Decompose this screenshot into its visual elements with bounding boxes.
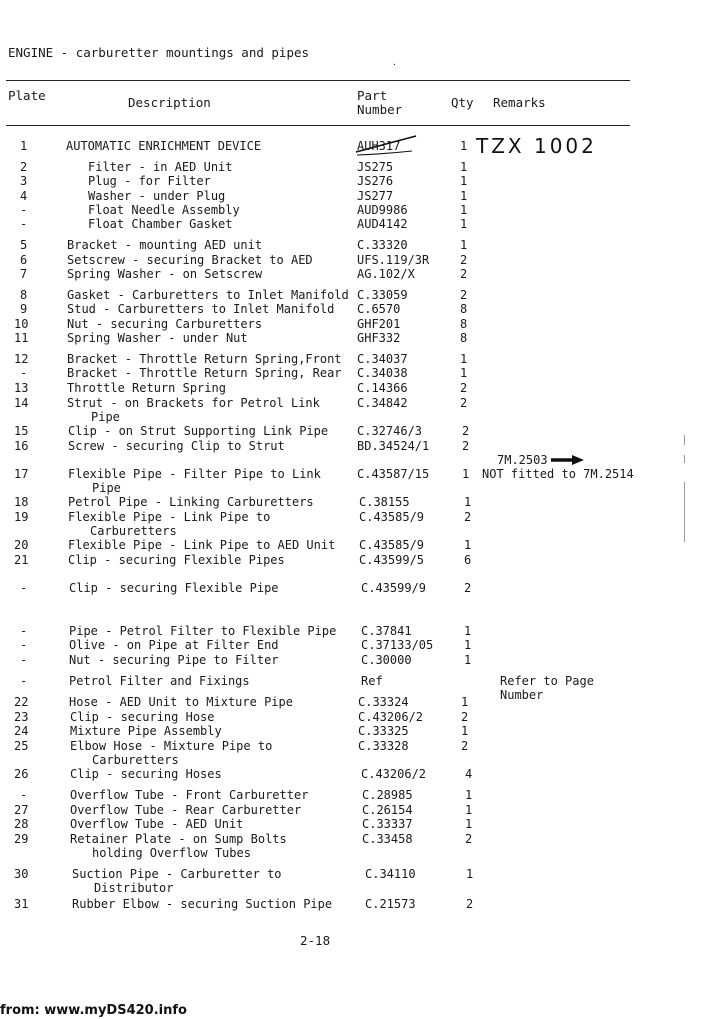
part-description: Flexible Pipe - Link Pipe to AED Unit <box>68 538 336 552</box>
part-number: C.43599/9 <box>361 581 427 595</box>
plate-number: - <box>20 581 28 595</box>
part-description: Filter - in AED Unit <box>88 160 233 174</box>
plate-number: 15 <box>14 424 29 438</box>
quantity: 1 <box>464 624 472 638</box>
plate-number: - <box>20 638 28 652</box>
plate-number: - <box>20 674 28 688</box>
quantity: 2 <box>465 832 473 846</box>
plate-number: - <box>20 366 28 380</box>
header-top-rule <box>6 80 630 81</box>
plate-number: 6 <box>20 253 28 267</box>
plate-number: 16 <box>14 439 29 453</box>
part-description-continued: Distributor <box>94 881 174 895</box>
remark: NOT fitted to 7M.2514 <box>482 467 634 481</box>
part-number: C.33059 <box>357 288 408 302</box>
quantity: 2 <box>464 510 472 524</box>
plate-number: 5 <box>20 238 28 252</box>
plate-number: 22 <box>14 695 29 709</box>
plate-number: 23 <box>14 710 29 724</box>
header-bottom-rule <box>6 125 630 126</box>
part-description: Screw - securing Clip to Strut <box>68 439 285 453</box>
plate-number: 21 <box>14 553 29 567</box>
part-number: C.21573 <box>365 897 416 911</box>
part-description: Petrol Filter and Fixings <box>69 674 250 688</box>
part-number: C.37841 <box>361 624 412 638</box>
quantity: 2 <box>460 253 468 267</box>
quantity: 2 <box>462 424 470 438</box>
plate-number: 13 <box>14 381 29 395</box>
part-number: C.33324 <box>358 695 409 709</box>
page-number: 2-18 <box>300 933 331 948</box>
part-description-continued: Pipe <box>91 410 120 424</box>
plate-number: 31 <box>14 897 29 911</box>
plate-number: 4 <box>20 189 28 203</box>
part-number: AUD9986 <box>357 203 408 217</box>
plate-number: 7 <box>20 267 28 281</box>
quantity: 1 <box>460 238 468 252</box>
part-number: JS275 <box>357 160 394 174</box>
part-number: JS276 <box>357 174 394 188</box>
quantity: 6 <box>464 553 472 567</box>
part-description: Spring Washer - under Nut <box>67 331 248 345</box>
plate-number: 24 <box>14 724 29 738</box>
plate-number: - <box>20 788 28 802</box>
part-number: C.33337 <box>362 817 413 831</box>
quantity: 2 <box>464 581 472 595</box>
part-description: Float Needle Assembly <box>88 203 240 217</box>
quantity: 1 <box>461 724 469 738</box>
part-description: Float Chamber Gasket <box>88 217 233 231</box>
part-number: C.34842 <box>357 396 408 410</box>
part-description: Rubber Elbow - securing Suction Pipe <box>72 897 333 911</box>
scan-mark <box>684 455 685 463</box>
part-number: C.30000 <box>361 653 412 667</box>
part-number: C.33328 <box>358 739 409 753</box>
quantity: 8 <box>460 317 468 331</box>
part-description: Plug - for Filter <box>88 174 211 188</box>
part-description: Bracket - Throttle Return Spring,Front <box>67 352 342 366</box>
part-description: Strut - on Brackets for Petrol Link <box>67 396 320 410</box>
quantity: 1 <box>460 139 468 153</box>
quantity: 2 <box>462 439 470 453</box>
part-number: JS277 <box>357 189 394 203</box>
part-description: Spring Washer - on Setscrew <box>67 267 263 281</box>
plate-number: 9 <box>20 302 28 316</box>
header-part-number-line2: Number <box>357 102 403 117</box>
plate-number: 12 <box>14 352 29 366</box>
handwritten-note: TZX 1002 <box>476 134 597 158</box>
plate-number: 10 <box>14 317 29 331</box>
part-description: Retainer Plate - on Sump Bolts <box>70 832 287 846</box>
plate-number: - <box>20 653 28 667</box>
part-number: C.38155 <box>359 495 410 509</box>
part-number: C.43206/2 <box>361 767 427 781</box>
part-description: Bracket - Throttle Return Spring, Rear <box>67 366 342 380</box>
part-description: Gasket - Carburetters to Inlet Manifold <box>67 288 349 302</box>
quantity: 8 <box>460 331 468 345</box>
quantity: 2 <box>466 897 474 911</box>
part-number: AUD4142 <box>357 217 408 231</box>
part-description: Overflow Tube - Front Carburetter <box>70 788 309 802</box>
part-number: AG.102/X <box>357 267 415 281</box>
part-description: Hose - AED Unit to Mixture Pipe <box>69 695 293 709</box>
part-number: Ref <box>361 674 383 688</box>
part-description: Setscrew - securing Bracket to AED <box>67 253 313 267</box>
quantity: 1 <box>466 867 474 881</box>
part-description: Nut - securing Pipe to Filter <box>69 653 279 667</box>
part-description: Mixture Pipe Assembly <box>70 724 222 738</box>
part-description: Pipe - Petrol Filter to Flexible Pipe <box>69 624 337 638</box>
part-number: C.37133/05 <box>361 638 434 652</box>
header-description: Description <box>128 95 211 110</box>
part-description: Clip - securing Hose <box>70 710 215 724</box>
part-number: C.32746/3 <box>357 424 423 438</box>
page-title: ENGINE - carburetter mountings and pipes <box>8 45 310 60</box>
part-description: Overflow Tube - AED Unit <box>70 817 244 831</box>
quantity: 1 <box>464 495 472 509</box>
strike-through-mark <box>354 132 420 158</box>
quantity: 1 <box>460 217 468 231</box>
plate-number: 8 <box>20 288 28 302</box>
plate-number: - <box>20 203 28 217</box>
plate-number: 19 <box>14 510 29 524</box>
part-number: C.33320 <box>357 238 408 252</box>
plate-number: 20 <box>14 538 29 552</box>
part-number: C.14366 <box>357 381 408 395</box>
plate-number: - <box>20 217 28 231</box>
part-number: C.43587/15 <box>357 467 430 481</box>
plate-number: 2 <box>20 160 28 174</box>
part-number: C.33325 <box>358 724 409 738</box>
part-description-continued: Carburetters <box>92 753 179 767</box>
quantity: 1 <box>460 366 468 380</box>
remark-serial: 7M.2503 <box>497 453 548 467</box>
part-number: C.28985 <box>362 788 413 802</box>
header-part-number-line1: Part <box>357 88 388 103</box>
plate-number: 1 <box>20 139 28 153</box>
quantity: 4 <box>465 767 473 781</box>
part-description: Flexible Pipe - Filter Pipe to Link <box>68 467 321 481</box>
quantity: 1 <box>460 352 468 366</box>
part-description: Washer - under Plug <box>88 189 226 203</box>
quantity: 1 <box>465 803 473 817</box>
quantity: 1 <box>464 653 472 667</box>
footer-credit: from: www.myDS420.info <box>0 1003 187 1018</box>
part-description: Elbow Hose - Mixture Pipe to <box>70 739 273 753</box>
plate-number: 3 <box>20 174 28 188</box>
header-plate: Plate <box>8 88 46 103</box>
part-description: Clip - securing Flexible Pipe <box>69 581 279 595</box>
part-description-continued: Carburetters <box>90 524 177 538</box>
quantity: 1 <box>464 638 472 652</box>
part-number: C.43206/2 <box>358 710 424 724</box>
quantity: 2 <box>460 267 468 281</box>
part-description: Petrol Pipe - Linking Carburetters <box>68 495 314 509</box>
part-description: Clip - on Strut Supporting Link Pipe <box>68 424 329 438</box>
quantity: 2 <box>461 710 469 724</box>
remark-continued: Number <box>500 688 544 702</box>
quantity: 1 <box>460 174 468 188</box>
quantity: 1 <box>465 788 473 802</box>
plate-number: 11 <box>14 331 29 345</box>
part-number: BD.34524/1 <box>357 439 430 453</box>
plate-number: 25 <box>14 739 29 753</box>
plate-number: 18 <box>14 495 29 509</box>
part-number: C.26154 <box>362 803 413 817</box>
plate-number: - <box>20 624 28 638</box>
quantity: 1 <box>464 538 472 552</box>
part-description: Clip - securing Hoses <box>70 767 222 781</box>
part-description: Flexible Pipe - Link Pipe to <box>68 510 271 524</box>
part-description-continued: Pipe <box>92 481 121 495</box>
quantity: 2 <box>460 288 468 302</box>
part-description: Bracket - mounting AED unit <box>67 238 263 252</box>
part-number: GHF201 <box>357 317 401 331</box>
quantity: 1 <box>460 189 468 203</box>
part-description: Clip - securing Flexible Pipes <box>68 553 285 567</box>
arrow-right-icon <box>550 454 586 466</box>
part-number: C.43585/9 <box>359 538 425 552</box>
part-description: AUTOMATIC ENRICHMENT DEVICE <box>66 139 262 153</box>
part-description: Overflow Tube - Rear Carburetter <box>70 803 302 817</box>
part-description-continued: holding Overflow Tubes <box>92 846 251 860</box>
quantity: 2 <box>461 739 469 753</box>
plate-number: 28 <box>14 817 29 831</box>
remark: Refer to Page <box>500 674 594 688</box>
header-qty: Qty <box>451 95 474 110</box>
scan-mark <box>684 482 685 542</box>
part-number: C.43599/5 <box>359 553 425 567</box>
part-number: AUH317 <box>357 139 401 153</box>
part-number: UFS.119/3R <box>357 253 430 267</box>
part-number: C.34037 <box>357 352 408 366</box>
part-number: C.34038 <box>357 366 408 380</box>
plate-number: 14 <box>14 396 29 410</box>
quantity: 1 <box>460 160 468 174</box>
part-number: C.6570 <box>357 302 401 316</box>
part-description: Olive - on Pipe at Filter End <box>69 638 279 652</box>
part-number: C.43585/9 <box>359 510 425 524</box>
stray-mark: · <box>392 60 397 69</box>
quantity: 2 <box>460 381 468 395</box>
plate-number: 27 <box>14 803 29 817</box>
part-description: Suction Pipe - Carburetter to <box>72 867 282 881</box>
quantity: 1 <box>460 203 468 217</box>
quantity: 1 <box>462 467 470 481</box>
plate-number: 30 <box>14 867 29 881</box>
plate-number: 29 <box>14 832 29 846</box>
part-number: C.33458 <box>362 832 413 846</box>
header-remarks: Remarks <box>493 95 546 110</box>
part-description: Nut - securing Carburetters <box>67 317 263 331</box>
part-number: C.34110 <box>365 867 416 881</box>
plate-number: 26 <box>14 767 29 781</box>
quantity: 8 <box>460 302 468 316</box>
part-number: GHF332 <box>357 331 401 345</box>
scan-mark <box>684 435 685 445</box>
quantity: 2 <box>460 396 468 410</box>
quantity: 1 <box>465 817 473 831</box>
quantity: 1 <box>461 695 469 709</box>
part-description: Throttle Return Spring <box>67 381 226 395</box>
plate-number: 17 <box>14 467 29 481</box>
part-description: Stud - Carburetters to Inlet Manifold <box>67 302 335 316</box>
